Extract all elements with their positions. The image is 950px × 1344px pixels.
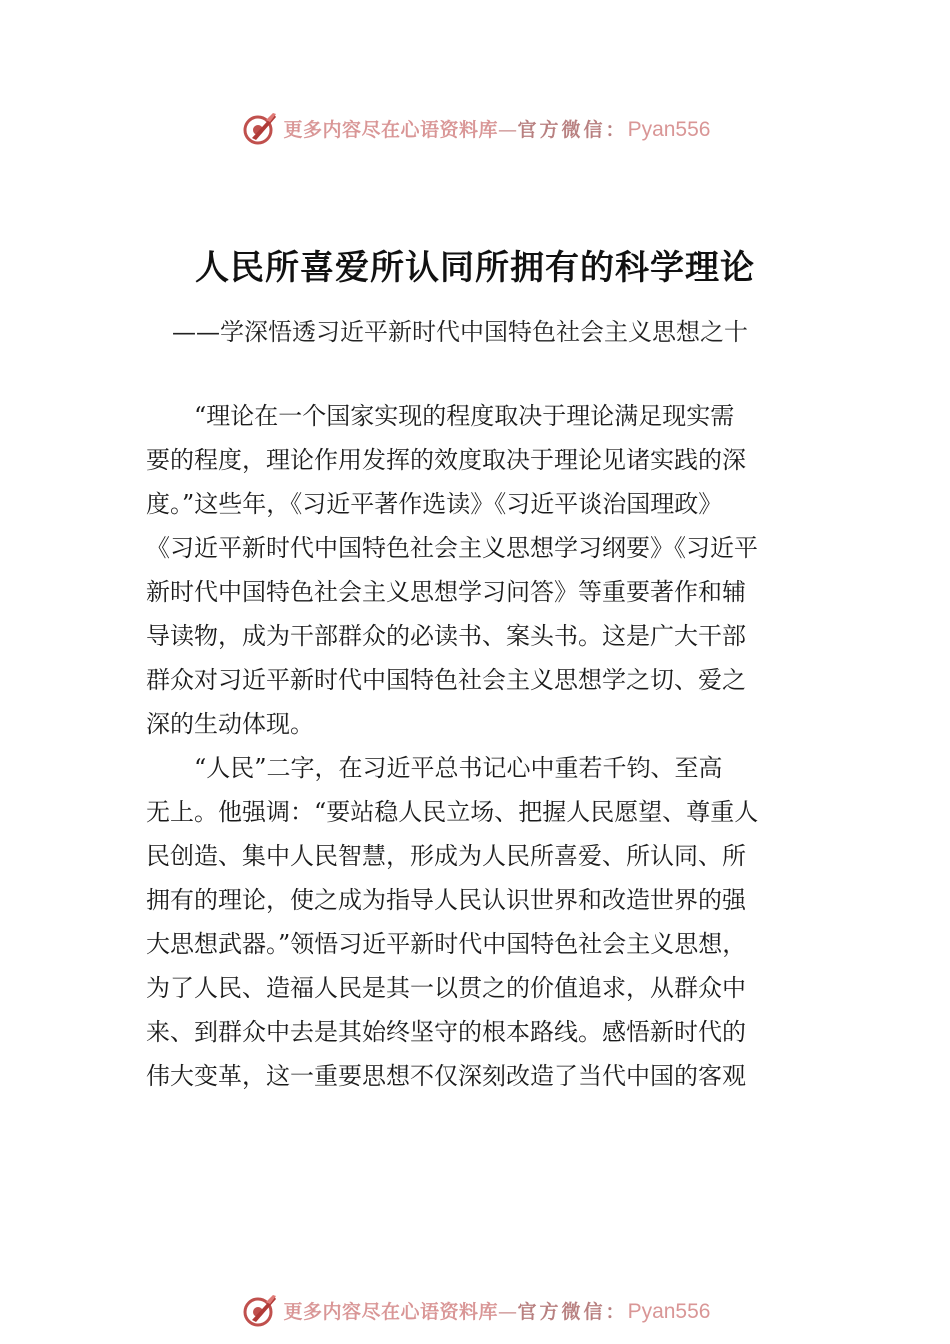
- text-line: 新时代中国特色社会主义思想学习问答》等重要著作和辅: [146, 578, 746, 606]
- page-subtitle: ——学深悟透习近平新时代中国特色社会主义思想之十: [172, 318, 748, 346]
- text-line: “人民”二字，在习近平总书记心中重若千钧、至高: [194, 754, 723, 782]
- text-line: 《习近平新时代中国特色社会主义思想学习纲要》《习近平: [146, 534, 758, 562]
- watermark-text: 更多内容尽在心语资料库—官方微信：Pyan556: [283, 117, 711, 141]
- watermark-text: 更多内容尽在心语资料库—官方微信：Pyan556: [283, 1299, 711, 1323]
- quill-pen-logo-icon: [240, 1290, 280, 1330]
- quill-pen-logo-icon: [240, 108, 280, 148]
- text-line: “理论在一个国家实现的程度取决于理论满足现实需: [194, 402, 735, 430]
- paragraph: [146, 394, 786, 746]
- text-line: 群众对习近平新时代中国特色社会主义思想学之切、爱之: [146, 666, 746, 694]
- page-title: 人民所喜爱所认同所拥有的科学理论: [195, 248, 755, 288]
- text-line: 伟大变革，这一重要思想不仅深刻改造了当代中国的客观: [146, 1062, 746, 1090]
- text-line: 导读物，成为干部群众的必读书、案头书。这是广大干部: [146, 622, 746, 650]
- text-line: 深的生动体现。: [146, 710, 314, 738]
- text-line: 无上。他强调：“要站稳人民立场、把握人民愿望、尊重人: [146, 798, 759, 826]
- text-line: 度。”这些年，《习近平著作选读》《习近平谈治国理政》: [146, 490, 723, 518]
- paragraph: [146, 746, 786, 1098]
- text-line: 要的程度，理论作用发挥的效度取决于理论见诸实践的深: [146, 446, 746, 474]
- text-line: 来、到群众中去是其始终坚守的根本路线。感悟新时代的: [146, 1018, 746, 1046]
- text-line: 为了人民、造福人民是其一以贯之的价值追求，从群众中: [146, 974, 746, 1002]
- article-body: [146, 394, 786, 1098]
- footer-watermark: [0, 1288, 950, 1332]
- text-line: 民创造、集中人民智慧，形成为人民所喜爱、所认同、所: [146, 842, 746, 870]
- text-line: 大思想武器。”领悟习近平新时代中国特色社会主义思想，: [146, 930, 747, 958]
- text-line: 拥有的理论，使之成为指导人民认识世界和改造世界的强: [146, 886, 746, 914]
- header-watermark: [0, 106, 950, 150]
